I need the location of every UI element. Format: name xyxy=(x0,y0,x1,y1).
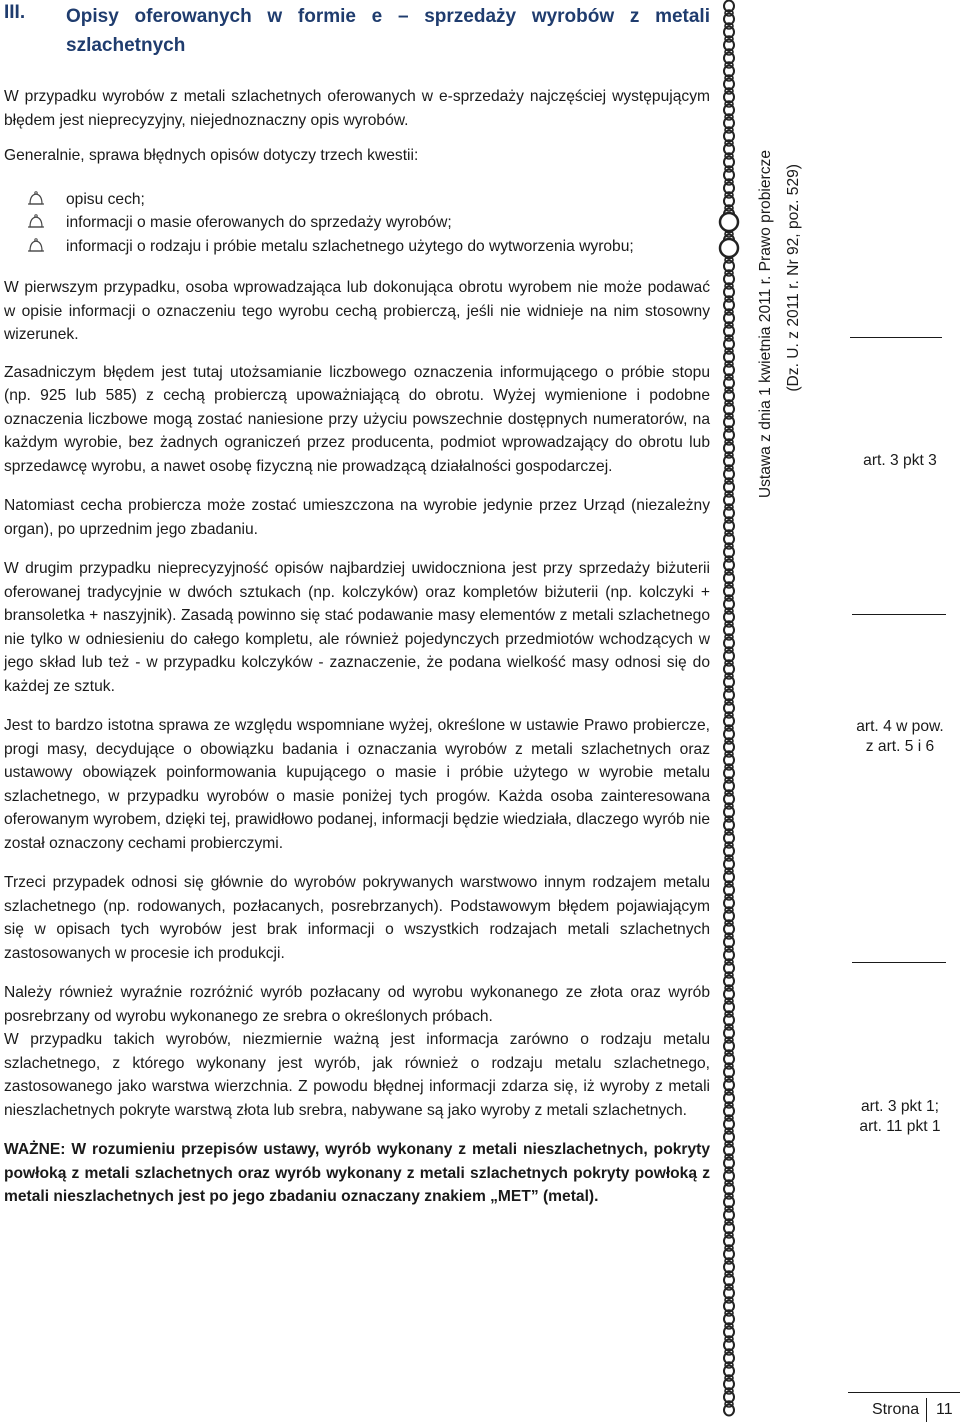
list-item xyxy=(4,211,710,235)
list-item xyxy=(4,188,710,212)
paragraph-third-case: Trzeci przypadek odnosi się głównie do wyrobów pokrywanych warstwowo innym rodzajem metalu szlachetnego (np. rodowanych, pozłacanych, posrebrzanych). Podstawowym błędem pojawiającym się w opisach tych wyrobów jest brak informacji o wszystkich rodzajach metali szlachetnych zastosowanych w procesie ich produkcji. xyxy=(4,874,710,962)
bell-bullet-icon xyxy=(26,214,46,230)
margin-note-text: art. 3 pkt 3 xyxy=(863,452,937,469)
list-item xyxy=(4,235,710,259)
paragraph-such-products: W przypadku takich wyrobów, niezmiernie ważną jest informacja zarówno o rodzaju metalu szlachetnego, z którego wykonany jest wyrób, jak również o rodzaju metalu szlachetnego, zastosowanego jako warstwa wierzchnia. Z powodu błędnej informacji zdarza się, iż wyroby z metali nieszlachetnych pokryte warstwą złota lub srebra, nabywane są jako wyroby z metali szlachetnych. xyxy=(4,1031,710,1119)
footer-divider xyxy=(848,1392,960,1393)
act-title-line-1: Ustawa z dnia 1 kwietnia 2011 r. Prawo probiercze xyxy=(757,150,774,499)
paragraph-important-issue: Jest to bardzo istotna sprawa ze względu wspomniane wyżej, określone w ustawie Prawo probiercze, progi masy, decydujące o obowiązku badania i oznaczania wyrobów z metali szlachetnych oraz ustawowy obowiązek poinformowania kupującego o masie i próbie użytego w wyrobie metalu szlachetnego, w przypadku wyrobów o masie poniżej tych progów. Każda osoba zainteresowana oferowanym wyrobem, dzięki tej, prawidłowo podanej, informacji będzie wiedziała, dlaczego wyrób nie został oznaczony cechami probierczymi. xyxy=(4,717,710,852)
paragraph-first-case: W pierwszym przypadku, osoba wprowadzająca lub dokonująca obrotu wyrobem nie może podawać w opisie informacji o oznaczeniu tego wyrobu cechą probierczą, jeśli nie widnieje na nim stosowny wizerunek. xyxy=(4,279,710,343)
main-content xyxy=(4,0,710,1209)
paragraph-distinguish: Należy również wyraźnie rozróżnić wyrób pozłacany od wyrobu wykonanego ze złota oraz wyrób posrebrzany od wyrobu wykonanego ze srebra o określonych próbach. xyxy=(4,984,710,1025)
bell-bullet-icon xyxy=(26,238,46,254)
margin-note-3 xyxy=(840,1097,960,1137)
section-heading xyxy=(4,2,710,58)
margin-note-text: art. 3 pkt 1; xyxy=(860,1098,939,1115)
margin-divider xyxy=(850,337,942,338)
act-title-line-2: (Dz. U. z 2011 r. Nr 92, poz. 529) xyxy=(785,164,802,392)
margin-note-2 xyxy=(840,717,960,757)
paragraph-second-case: W drugim przypadku nieprecyzyjność opisów najbardziej uwidoczniona jest przy sprzedaży biżuterii oferowanej tradycyjnie w dwóch sztukach (np. kolczyków) oraz kompletów biżuterii (np. kolczyki + bransoletka + naszyjnik). Zasadą powinno się stać podawanie masy elementów z metali szlachetnego nie tylko w odniesieniu do całego kompletu, ale również pojedynczych przedmiotów wchodzących w jego skład lub też - w przypadku kolczyków - zaznaczenie, że podana wielkość masy odnosi się do każdej ze sztuk. xyxy=(4,560,710,695)
margin-note-1 xyxy=(845,451,955,471)
paragraph-intro: W przypadku wyrobów z metali szlachetnych oferowanych w e-sprzedaży najczęściej występującym błędem jest nieprecyzyjny, niejednoznaczny opis wyrobów. xyxy=(4,88,710,129)
section-number: III. xyxy=(4,2,26,23)
paragraph-general: Generalnie, sprawa błędnych opisów dotyczy trzech kwestii: xyxy=(4,147,419,164)
page-footer xyxy=(870,1398,958,1422)
margin-note-text: art. 4 w pow. xyxy=(856,718,944,735)
chain-link xyxy=(724,1405,734,1416)
footer-label: Strona xyxy=(872,1401,920,1418)
margin-note-text: art. 11 pkt 1 xyxy=(859,1118,941,1135)
margin-note-text: z art. 5 i 6 xyxy=(865,738,935,755)
margin-divider xyxy=(852,614,946,615)
list-item-text: opisu cech; xyxy=(66,190,145,208)
sidebar-act-title xyxy=(740,150,820,910)
ring-ornament xyxy=(720,213,738,231)
paragraph-important-note: WAŻNE: W rozumieniu przepisów ustawy, wyrób wykonany z metali nieszlachetnych, pokryty powłoką z metali szlachetnych oraz wyrób wykonany z metali szlachetnych pokryty powłoką z metali nieszlachetnych jest po jego zbadaniu oznaczany znakiem „MET” (metal). xyxy=(4,1141,710,1205)
bell-bullet-icon xyxy=(26,191,46,207)
paragraph-main-error: Zasadniczym błędem jest tutaj utożsamianie liczbowego oznaczenia informującego o próbie stopu (np. 925 lub 585) z cechą probierczą upoważniającą do obrotu. Wyżej wymienione i podobne oznaczenia liczbowe mogą zostać naniesione przy użyciu powszechnie dostępnych numeratorów, na każdym wyrobie, bez żadnych ograniczeń przez producenta, podmiot wprowadzający do obrotu lub sprzedawcę wyrobu, a nawet osobę fizyczną nie prowadzącą działalności gospodarczej. xyxy=(4,363,710,475)
ring-ornament xyxy=(720,239,738,257)
paragraph-hallmark: Natomiast cecha probiercza może zostać umieszczona na wyrobie jedynie przez Urząd (niezależny organ), po uprzednim jego zbadaniu. xyxy=(4,497,710,538)
chain-border xyxy=(716,0,742,1421)
list-item-text: informacji o rodzaju i próbie metalu szlachetnego użytego do wytworzenia wyrobu; xyxy=(66,237,634,255)
margin-divider xyxy=(852,962,946,963)
issue-list xyxy=(4,188,710,259)
footer-separator xyxy=(926,1398,927,1422)
page-number: 11 xyxy=(936,1401,953,1418)
section-title: Opisy oferowanych w formie e – sprzedaży wyrobów z metali szlachetnych xyxy=(66,6,710,56)
list-item-text: informacji o masie oferowanych do sprzedaży wyrobów; xyxy=(66,214,452,231)
